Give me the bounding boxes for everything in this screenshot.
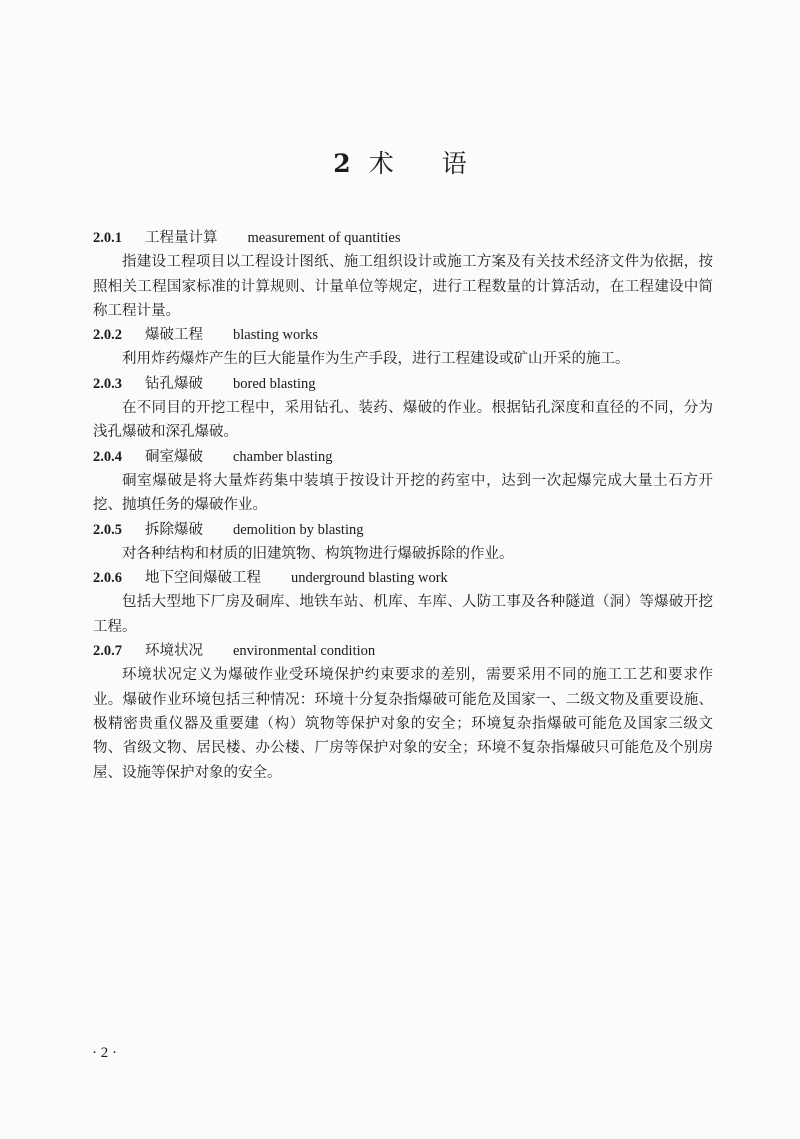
term-heading <box>93 518 713 542</box>
term-heading <box>93 226 713 250</box>
term-item <box>93 226 713 323</box>
term-number: 2.0.7 <box>93 643 122 660</box>
term-chinese: 工程量计算 <box>145 230 218 246</box>
term-heading <box>93 372 713 396</box>
term-item <box>93 445 713 518</box>
term-heading <box>93 323 713 347</box>
term-heading <box>93 445 713 469</box>
term-number: 2.0.4 <box>93 448 122 465</box>
term-chinese: 环境状况 <box>145 643 203 660</box>
term-english: chamber blasting <box>233 448 333 465</box>
term-english: measurement of quantities <box>247 230 401 246</box>
term-heading <box>93 566 713 590</box>
term-definition: 指建设工程项目以工程设计图纸、施工组织设计或施工方案及有关技术经济文件为依据，按照相关工程国家标准的计算规则、计量单位等规定，进行工程数量的计算活动，在工程建设中简称工程计量。 <box>93 254 713 319</box>
chapter-title-char-1: 术 <box>368 149 394 178</box>
term-chinese: 拆除爆破 <box>145 521 203 538</box>
term-chinese: 硐室爆破 <box>145 448 203 465</box>
term-english: blasting works <box>233 327 318 344</box>
term-chinese: 爆破工程 <box>145 327 203 344</box>
term-number: 2.0.3 <box>93 375 122 392</box>
term-number: 2.0.5 <box>93 521 122 538</box>
term-definition: 对各种结构和材质的旧建筑物、构筑物进行爆破拆除的作业。 <box>122 545 514 562</box>
term-number: 2.0.1 <box>93 230 122 246</box>
term-english: environmental condition <box>233 643 376 660</box>
term-number: 2.0.2 <box>93 327 122 344</box>
term-definition: 在不同目的开挖工程中，采用钻孔、装药、爆破的作业。根据钻孔深度和直径的不同，分为浅孔爆破和深孔爆破。 <box>93 400 713 441</box>
term-item <box>93 323 713 372</box>
chapter-title-char-2: 语 <box>441 149 467 178</box>
term-item <box>93 518 713 567</box>
term-definition: 利用炸药爆炸产生的巨大能量作为生产手段，进行工程建设或矿山开采的施工。 <box>122 351 630 368</box>
term-definition: 硐室爆破是将大量炸药集中装填于按设计开挖的药室中，达到一次起爆完成大量土石方开挖、抛填任务的爆破作业。 <box>93 472 713 514</box>
term-heading <box>93 639 713 663</box>
term-english: bored blasting <box>233 375 316 392</box>
term-english: underground blasting work <box>291 570 448 587</box>
term-definition: 环境状况定义为爆破作业受环境保护约束要求的差别，需要采用不同的施工工艺和要求作业。爆破作业环境包括三种情况：环境十分复杂指爆破可能危及国家一、二级文物及重要设施、极精密贵重仪器及重要建（构）筑物等保护对象的安全；环境复杂指爆破可能危及国家三级文物、省级文物、居民楼、办公楼、厂房等保护对象的安全；环境不复杂指爆破只可能危及个别房屋、设施等保护对象的安全。 <box>93 667 713 781</box>
term-chinese: 地下空间爆破工程 <box>145 570 261 587</box>
chapter-number: 2 <box>333 149 351 178</box>
term-chinese: 钻孔爆破 <box>145 375 203 392</box>
term-item <box>93 639 713 785</box>
terms-list <box>93 226 713 785</box>
term-definition: 包括大型地下厂房及硐库、地铁车站、机库、车库、人防工事及各种隧道（洞）等爆破开挖工程。 <box>93 594 713 635</box>
term-english: demolition by blasting <box>233 521 364 538</box>
term-item <box>93 566 713 639</box>
term-number: 2.0.6 <box>93 570 122 587</box>
chapter-title <box>0 144 800 180</box>
term-item <box>93 372 713 445</box>
page-number: · 2 · <box>92 1045 117 1061</box>
